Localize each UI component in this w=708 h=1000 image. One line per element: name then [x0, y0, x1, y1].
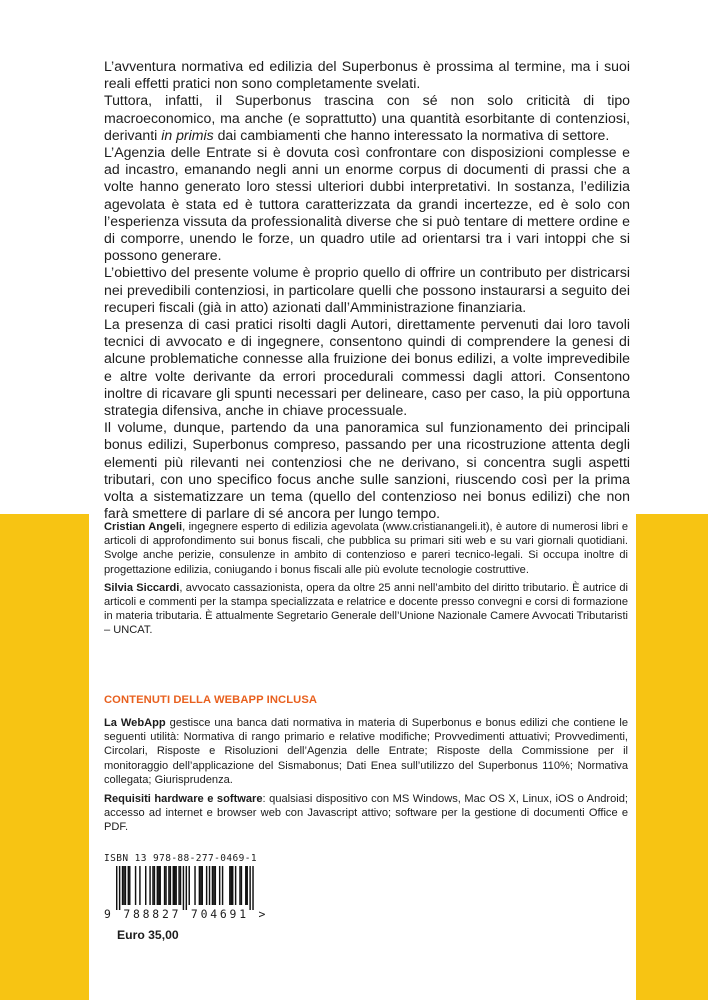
barcode-bar	[119, 866, 120, 910]
barcode-bar	[252, 866, 253, 910]
barcode-bar	[231, 866, 232, 905]
barcode-bar	[215, 866, 216, 905]
barcode-bar	[125, 866, 126, 905]
requirements-text	[104, 792, 628, 835]
author-name-angeli: Cristian Angeli	[104, 521, 183, 533]
barcode-bar	[164, 866, 165, 905]
barcode-bar	[160, 866, 161, 905]
barcode-bar	[186, 866, 187, 910]
intro-paragraph-1: L’avventura normativa ed edilizia del Superbonus è prossima al termine, ma i suoi reali effetti pratici non sono completamente svelati.	[104, 58, 630, 92]
barcode-bar	[247, 866, 248, 905]
requirements-body: : qualsiasi dispositivo con MS Windows, Mac OS X, Linux, iOS o Android; accesso ad internet e browser web con Javascript attivo; software per la gestione di documenti Office e PDF.	[104, 793, 628, 834]
isbn-label: ISBN 13 978-88-277-0469-1	[104, 853, 257, 864]
barcode-bar	[157, 866, 158, 905]
author-text-angeli: , ingegnere esperto di edilizia agevolata (www.cristianangeli.it), è autore di numerosi libri e articoli di approfondimento sui bonus fiscali, che pubblica su primari siti web e su vari giornali quotidiani. Svolge anche perizie, consulenze in ambito di contenzioso e pareri tecnico-legali. Si occupa inoltre di progettazione edilizia, coniugando i bonus fiscali alle più evolute tecnologie costruttive.	[104, 521, 629, 576]
barcode-bar	[219, 866, 220, 905]
barcode-bar	[199, 866, 200, 905]
barcode-bar	[165, 866, 166, 905]
barcode-bar	[245, 866, 246, 905]
barcode-bar	[206, 866, 207, 905]
barcode-bar	[123, 866, 124, 905]
intro-paragraph-4: L’obiettivo del presente volume è proprio quello di offrire un contributo per districarsi nei prevedibili contenziosi, in particolare quelli che possono instaurarsi a seguito dei recuperi fiscali (già in atto) azionati dall’Amministrazione finanziaria.	[104, 264, 630, 315]
barcode-bar	[200, 866, 201, 905]
barcode-bar	[235, 866, 236, 905]
barcode-bar	[154, 866, 155, 905]
in-primis-italic: in primis	[161, 126, 214, 143]
barcode-bar	[178, 866, 179, 905]
barcode-bar	[129, 866, 130, 905]
barcode-bar	[149, 866, 150, 905]
barcode-bar	[173, 866, 174, 905]
price: Euro 35,00	[117, 928, 179, 942]
intro-paragraph-2	[104, 92, 630, 144]
barcode-bar	[168, 866, 169, 905]
author-bio-angeli	[104, 520, 628, 577]
barcode-bar	[175, 866, 176, 905]
barcode-bar	[145, 866, 146, 905]
barcode-bar	[116, 866, 117, 910]
barcode-bar	[158, 866, 159, 905]
intro-paragraph-2-start: Tuttora, infatti, il Superbonus trascina con sé non solo criticità di tipo macroeconomico, ma anche (e soprattutto) una quantità esorbitante di contenziosi, derivanti	[104, 92, 630, 143]
barcode-bar	[139, 866, 140, 905]
barcode-digits: 9 788827 704691 >	[104, 907, 269, 921]
barcode-bar	[249, 866, 250, 910]
intro-text	[104, 58, 630, 522]
author-text-siccardi: , avvocato cassazionista, opera da oltre 25 anni nell’ambito del diritto tributario. È autrice di articoli e commenti per la stampa specializzata e relatrice e docente presso convegni e corsi di formazione in materia tributaria. È attualmente Segretario Generale dell’Unione Nazionale Camere Avvocati Tributaristi – UNCAT.	[104, 581, 628, 637]
barcode-bar	[239, 866, 240, 905]
barcode-bar	[241, 866, 242, 905]
barcode-bar	[170, 866, 171, 905]
intro-paragraph-6: Il volume, dunque, partendo da una panoramica sul funzionamento dei principali bonus edilizi, Superbonus compreso, passando per una ricostruzione attenta degli elementi più rilevanti nei contenziosi che ne derivano, si concentra sugli aspetti tributari, con uno specifico focus anche sulle sanzioni, riuscendo così per la prima volta a sistematizzare un tema (quello del contenzioso nei bonus edilizi) che non farà smettere di parlare di sé ancora per lungo tempo.	[104, 419, 630, 522]
barcode-bar	[122, 866, 123, 905]
webapp-description	[104, 716, 628, 787]
intro-paragraph-5: La presenza di casi pratici risolti dagli Autori, direttamente pervenuti dai loro tavoli tecnici di avvocato e di ingegnere, consentono quindi di comprendere la genesi di alcune problematiche connesse alla fruizione dei bonus edilizi, a volte imprevedibile e altre volte derivante da errori procedurali commessi dagli attori. Consentono inoltre di ricavare gli spunti necessari per delineare, caso per caso, la più opportuna strategia difensiva, anche in chiave processuale.	[104, 316, 630, 419]
intro-paragraph-2-end: dai cambiamenti che hanno interessato la normativa di settore.	[213, 126, 610, 143]
barcode-bar	[222, 866, 223, 905]
author-bio-siccardi	[104, 581, 628, 638]
barcode-bar	[128, 866, 129, 905]
barcode-bar	[183, 866, 184, 910]
requirements-label: Requisiti hardware e software	[104, 793, 263, 805]
barcode-bar	[135, 866, 136, 905]
barcode-bar	[232, 866, 233, 905]
barcode-bar	[194, 866, 195, 905]
barcode-bar	[229, 866, 230, 905]
barcode-bar	[174, 866, 175, 905]
isbn-barcode	[104, 866, 272, 910]
webapp-heading: CONTENUTI DELLA WEBAPP INCLUSA	[104, 694, 318, 706]
barcode-bar	[189, 866, 190, 905]
barcode-bar	[212, 866, 213, 905]
barcode-bar	[202, 866, 203, 905]
barcode-bar	[180, 866, 181, 905]
intro-paragraph-3: L’Agenzia delle Entrate si è dovuta così confrontare con disposizioni complesse e ad incastro, emanando negli anni un enorme corpus di documenti di prassi che a volte hanno generato loro stessi ulteriori dubbi interpretativi. In sostanza, l’edilizia agevolata è stata ed è tuttora caratterizzata da grandi incertezze, ed è solo con l’esperienza vissuta da professionalità diverse che si può tentare di mettere ordine e di comporre, unendo le forze, un quadro utile ad orientarsi tra i vari intoppi che si possono generare.	[104, 144, 630, 264]
barcode-bar	[209, 866, 210, 905]
barcode-bar	[213, 866, 214, 905]
authors-section	[104, 520, 628, 642]
barcode-bar	[152, 866, 153, 905]
webapp-lead: La WebApp	[104, 717, 166, 729]
webapp-description-text: gestisce una banca dati normativa in materia di Superbonus e bonus edilizi che contiene le seguenti utilità: Normativa di rango primario e relative modifiche; Provvedimenti attuativi; Provvedimenti, Circolari, Risposte e Risoluzioni dell’Agenzia delle Entrate; Risposte della Commissione per il monitoraggio dell’applicazione del Sismabonus; Dati Enea sull’utilizzo del Superbonus 110%; Normativa collegata; Giurisprudenza.	[104, 717, 628, 786]
author-name-siccardi: Silvia Siccardi	[104, 581, 180, 594]
